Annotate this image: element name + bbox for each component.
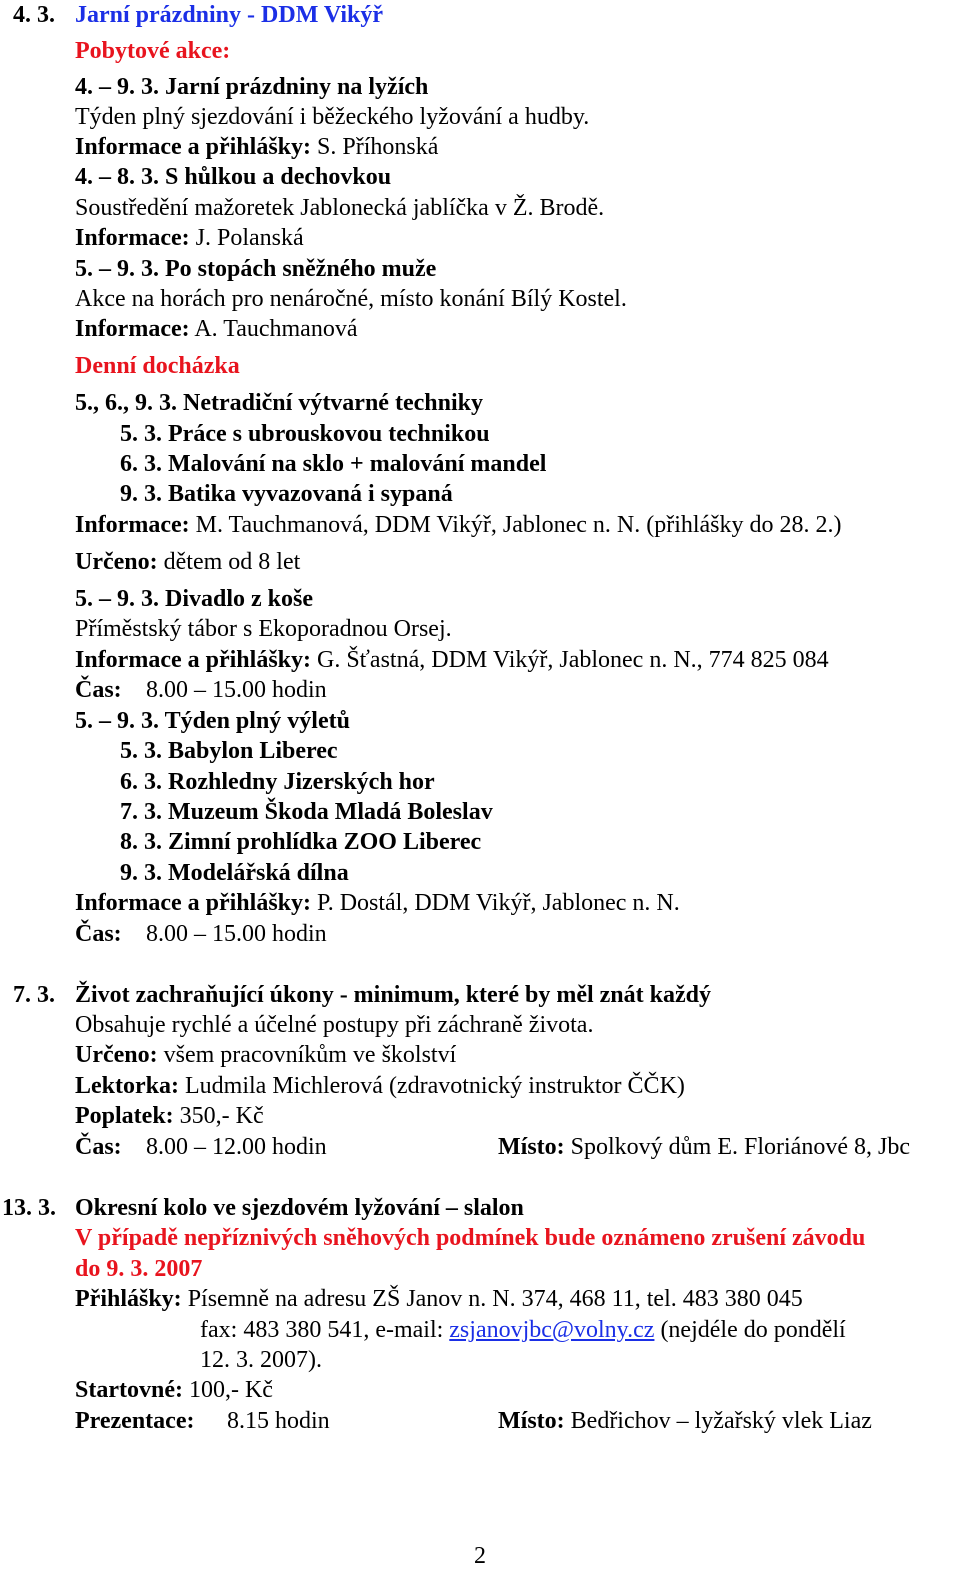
event-info [75, 314, 357, 344]
cas-label: Čas: [75, 1134, 122, 1160]
event-urceno [75, 547, 300, 577]
cas-value: 8.00 – 15.00 hodin [146, 921, 327, 947]
misto-row [498, 1406, 872, 1436]
cas-value: 8.00 – 12.00 hodin [146, 1134, 327, 1160]
subheading-pobytove: Pobytové akce: [75, 38, 231, 64]
section-title-3: Okresní kolo ve sjezdovém lyžování – slalon [75, 1195, 524, 1221]
info-value: G. Šťastná, DDM Vikýř, Jablonec n. N., 774 825 084 [317, 647, 829, 673]
sub-item: 5. 3. Práce s ubrouskovou technikou [120, 421, 490, 447]
prihlasky-date: 12. 3. 2007). [200, 1347, 322, 1373]
sub-item: 6. 3. Rozhledny Jizerských hor [120, 769, 435, 795]
info-value: P. Dostál, DDM Vikýř, Jablonec n. N. [317, 890, 680, 916]
info-label: Informace: [75, 225, 190, 251]
section-title-2: Život zachraňující úkony - minimum, které by měl znát každý [75, 982, 711, 1008]
event-title: 5. – 9. 3. Týden plný výletů [75, 708, 350, 734]
prihlasky-deadline: (nejdéle do pondělí [654, 1317, 846, 1343]
info-label: Informace a přihlášky: [75, 134, 311, 160]
section-date-1: 4. 3. [13, 2, 55, 28]
misto-label: Místo: [498, 1408, 565, 1434]
lektorka-label: Lektorka: [75, 1073, 179, 1099]
startovne-value: 100,- Kč [188, 1377, 273, 1403]
misto-value: Spolkový dům E. Floriánové 8, Jbc [570, 1134, 910, 1160]
prihlasky-label: Přihlášky: [75, 1286, 182, 1312]
cas-label: Čas: [75, 677, 122, 703]
warning-line-1: V případě nepříznivých sněhových podmínek bude oznámeno zrušení závodu [75, 1225, 866, 1251]
info-value: A. Tauchmanová [194, 316, 358, 342]
event-title: 5. – 9. 3. Po stopách sněžného muže [75, 256, 437, 282]
section-date-3: 13. 3. [2, 1195, 56, 1221]
event-desc: Akce na horách pro nenáročné, místo konání Bílý Kostel. [75, 286, 627, 312]
warning-line-2: do 9. 3. 2007 [75, 1256, 203, 1282]
event-desc: Soustředění mažoretek Jablonecká jablíčka v Ž. Brodě. [75, 195, 605, 221]
info-label: Informace: [75, 512, 190, 538]
event-info [75, 132, 438, 162]
info-value: S. Příhonská [317, 134, 439, 160]
misto-label: Místo: [498, 1134, 565, 1160]
lektorka-value: Ludmila Michlerová (zdravotnický instruktor ČČK) [185, 1073, 685, 1099]
startovne-label: Startovné: [75, 1377, 183, 1403]
lektorka-row [75, 1071, 685, 1101]
info-label: Informace a přihlášky: [75, 890, 311, 916]
section-desc: Obsahuje rychlé a účelné postupy při záchraně života. [75, 1012, 594, 1038]
info-label: Informace: [75, 316, 190, 342]
event-info [75, 510, 842, 540]
event-desc: Týden plný sjezdování i běžeckého lyžování a hudby. [75, 104, 590, 130]
prihlasky-fax-row [200, 1315, 846, 1345]
prezentace-value: 8.15 hodin [227, 1408, 330, 1434]
event-info [75, 645, 829, 675]
sub-item: 8. 3. Zimní prohlídka ZOO Liberec [120, 829, 482, 855]
poplatek-label: Poplatek: [75, 1103, 174, 1129]
sub-item: 7. 3. Muzeum Škoda Mladá Boleslav [120, 799, 493, 825]
prihlasky-value: Písemně na adresu ZŠ Janov n. N. 374, 468 11, tel. 483 380 045 [187, 1286, 803, 1312]
sub-item: 6. 3. Malování na sklo + malování mandel [120, 451, 547, 477]
misto-row [498, 1132, 910, 1162]
poplatek-value: 350,- Kč [179, 1103, 264, 1129]
event-info [75, 888, 680, 918]
section-date-2: 7. 3. [13, 982, 55, 1008]
prezentace-label: Prezentace: [75, 1408, 195, 1434]
poplatek-row [75, 1101, 264, 1131]
misto-value: Bedřichov – lyžařský vlek Liaz [570, 1408, 872, 1434]
urceno-value: všem pracovníkům ve školství [163, 1042, 457, 1068]
sub-item: 5. 3. Babylon Liberec [120, 738, 338, 764]
cas-label: Čas: [75, 921, 122, 947]
event-title: 4. – 9. 3. Jarní prázdniny na lyžích [75, 74, 429, 100]
event-desc: Příměstský tábor s Ekoporadnou Orsej. [75, 616, 452, 642]
page-number: 2 [474, 1543, 486, 1569]
startovne-row [75, 1375, 273, 1405]
event-title: 4. – 8. 3. S hůlkou a dechovkou [75, 164, 392, 190]
prihlasky-row [75, 1284, 803, 1314]
sub-item: 9. 3. Batika vyvazovaná i sypaná [120, 481, 453, 507]
info-value: M. Tauchmanová, DDM Vikýř, Jablonec n. N. (přihlášky do 28. 2.) [195, 512, 842, 538]
urceno-value: dětem od 8 let [163, 549, 301, 575]
urceno-row [75, 1040, 456, 1070]
email-link[interactable]: zsjanovjbc@volny.cz [449, 1317, 655, 1343]
prihlasky-fax: fax: 483 380 541, e-mail: [200, 1317, 450, 1343]
info-label: Informace a přihlášky: [75, 647, 311, 673]
urceno-label: Určeno: [75, 549, 158, 575]
section-title-1: Jarní prázdniny - DDM Vikýř [75, 2, 384, 28]
cas-value: 8.00 – 15.00 hodin [146, 677, 327, 703]
urceno-label: Určeno: [75, 1042, 158, 1068]
event-title: 5., 6., 9. 3. Netradiční výtvarné techniky [75, 390, 483, 416]
sub-item: 9. 3. Modelářská dílna [120, 860, 349, 886]
subheading-denni: Denní docházka [75, 353, 240, 379]
info-value: J. Polanská [195, 225, 304, 251]
event-info [75, 223, 304, 253]
event-title: 5. – 9. 3. Divadlo z koše [75, 586, 314, 612]
